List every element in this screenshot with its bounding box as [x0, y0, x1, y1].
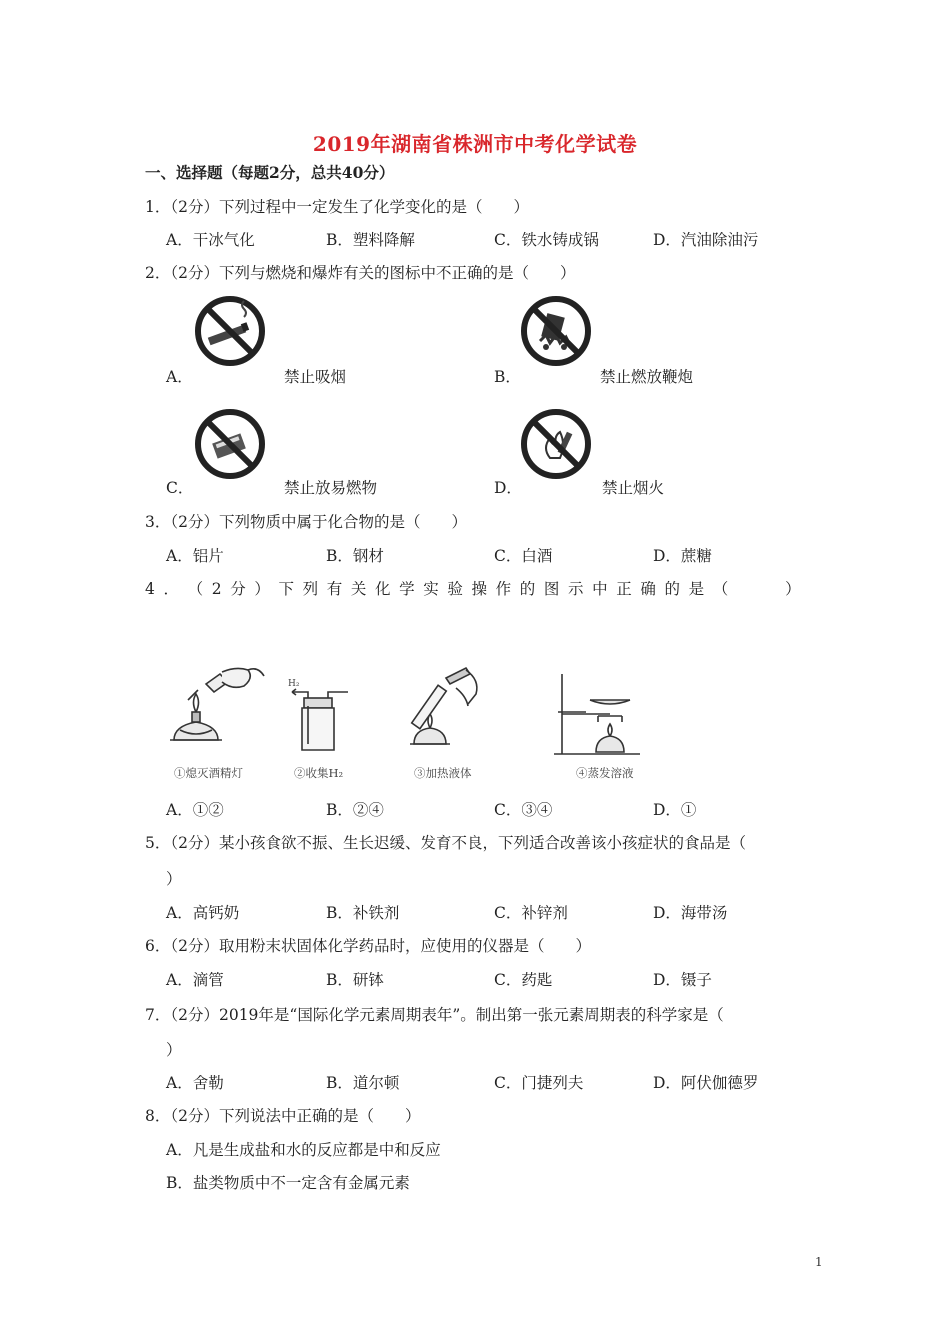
q8-stem: 8．（2分）下列说法中正确的是（ ） [145, 1107, 421, 1125]
no-open-flame-icon [520, 408, 592, 480]
q4-option-b: B．②④ [326, 801, 384, 819]
q2-option-c-caption: 禁止放易燃物 [284, 479, 378, 497]
q4-caption-1: ①熄灭酒精灯 [174, 766, 243, 780]
q4-stem-char: 中 [592, 580, 608, 598]
q2-option-a-caption: 禁止吸烟 [284, 368, 347, 386]
q5-option-c: C．补锌剂 [494, 904, 568, 922]
q2-option-d-caption: 禁止烟火 [602, 479, 665, 497]
q5-option-b: B．补铁剂 [326, 904, 400, 922]
q4-stem-char: 图 [543, 580, 560, 598]
q4-stem-char: 的 [519, 580, 536, 598]
q4-stem [145, 579, 801, 599]
q4-option-a: A．①② [166, 801, 224, 819]
q4-stem-char: 分 [230, 580, 246, 598]
h2-label: H₂ [288, 679, 300, 689]
q4-stem-char: 示 [567, 580, 584, 598]
alcohol-lamp-icon [170, 668, 264, 740]
q1-option-d: D．汽油除油污 [653, 231, 759, 249]
q4-caption-2: ②收集H₂ [294, 766, 344, 780]
q4-stem-char: 4 [145, 580, 155, 598]
q7-option-c: C．门捷列夫 [494, 1074, 584, 1092]
evaporation-stand-icon [554, 674, 640, 754]
q1-option-a: A．干冰气化 [166, 231, 255, 249]
lab-apparatus-figure [166, 660, 666, 785]
q7-stem-cont: ） [166, 1041, 182, 1059]
q2-option-c-label: C． [166, 479, 194, 497]
q4-stem-char: （ [712, 580, 729, 598]
q4-stem-char: 下 [278, 580, 294, 598]
q3-option-d: D．蔗糖 [653, 547, 712, 565]
q8-option-b: B．盐类物质中不一定含有金属元素 [166, 1174, 410, 1192]
q4-option-d: D．① [653, 801, 697, 819]
q4-stem-char: 的 [664, 580, 680, 598]
q1-option-b: B．塑料降解 [326, 231, 415, 249]
no-smoking-icon [194, 295, 266, 367]
q4-stem-char: 操 [471, 580, 487, 598]
q4-stem-char: 确 [640, 580, 656, 598]
q7-option-d: D．阿伏伽德罗 [653, 1074, 759, 1092]
q2-option-b-caption: 禁止燃放鞭炮 [600, 368, 694, 386]
q4-stem-char: 正 [616, 580, 632, 598]
q4-stem-char [761, 579, 777, 599]
q1-option-c: C．铁水铸成锅 [494, 231, 599, 249]
page-title: 2019年湖南省株洲市中考化学试卷 [312, 132, 638, 156]
q4-stem-char: 列 [302, 580, 319, 598]
q5-stem: 5．（2分）某小孩食欲不振、生长迟缓、发育不良，下列适合改善该小孩症状的食品是（ [145, 834, 746, 852]
q4-stem-char: 有 [326, 580, 343, 598]
q5-option-d: D．海带汤 [653, 904, 728, 922]
q4-stem-char: （ [187, 580, 204, 598]
q5-option-a: A．高钙奶 [166, 904, 240, 922]
q4-stem-char: 验 [447, 580, 463, 598]
q4-option-c: C．③④ [494, 801, 553, 819]
q4-stem-char: 实 [423, 580, 439, 598]
heating-test-tube-icon [410, 668, 477, 744]
q7-option-b: B．道尔顿 [326, 1074, 400, 1092]
q4-stem-char: ． [163, 580, 179, 598]
q4-caption-3: ③加热液体 [414, 766, 472, 780]
q6-option-b: B．研钵 [326, 971, 384, 989]
q8-option-a: A．凡是生成盐和水的反应都是中和反应 [166, 1141, 441, 1159]
q4-stem-char [737, 579, 753, 599]
q2-stem: 2．（2分）下列与燃烧和爆炸有关的图标中不正确的是（ ） [145, 264, 576, 282]
q1-stem: 1．（2分）下列过程中一定发生了化学变化的是（ ） [145, 198, 529, 216]
gas-bottle-icon [292, 689, 348, 750]
q4-stem-char: 是 [688, 580, 705, 598]
q4-stem-char: 学 [399, 580, 415, 598]
page-number: 1 [815, 1255, 823, 1269]
q3-option-c: C．白酒 [494, 547, 553, 565]
q4-caption-4: ④蒸发溶液 [576, 766, 634, 780]
q2-option-a-label: A． [166, 368, 193, 386]
q2-option-d-label: D． [494, 479, 522, 497]
section-heading: 一、选择题（每题2分，总共40分） [145, 163, 395, 182]
q3-option-a: A．铝片 [166, 547, 224, 565]
q6-option-d: D．镊子 [653, 971, 712, 989]
q4-stem-char: 化 [374, 580, 391, 598]
q4-stem-char: 关 [350, 580, 367, 598]
q4-stem-char: 2 [211, 580, 222, 598]
q4-stem-char: 作 [495, 580, 512, 598]
q2-option-b-label: B． [494, 368, 521, 386]
no-firecrackers-icon [520, 295, 592, 367]
q6-option-a: A．滴管 [166, 971, 224, 989]
q3-stem: 3．（2分）下列物质中属于化合物的是（ ） [145, 513, 467, 531]
q7-stem: 7．（2分）2019年是“国际化学元素周期表年”。制出第一张元素周期表的科学家是（ [145, 1006, 724, 1024]
q6-option-c: C．药匙 [494, 971, 553, 989]
q7-option-a: A．舍勒 [166, 1074, 224, 1092]
q3-option-b: B．钢材 [326, 547, 384, 565]
q5-stem-cont: ） [166, 870, 182, 888]
q6-stem: 6．（2分）取用粉末状固体化学药品时，应使用的仪器是（ ） [145, 937, 591, 955]
q4-stem-char: ） [254, 580, 270, 598]
no-flammables-icon [194, 408, 266, 480]
q4-stem-char: ） [785, 580, 801, 598]
